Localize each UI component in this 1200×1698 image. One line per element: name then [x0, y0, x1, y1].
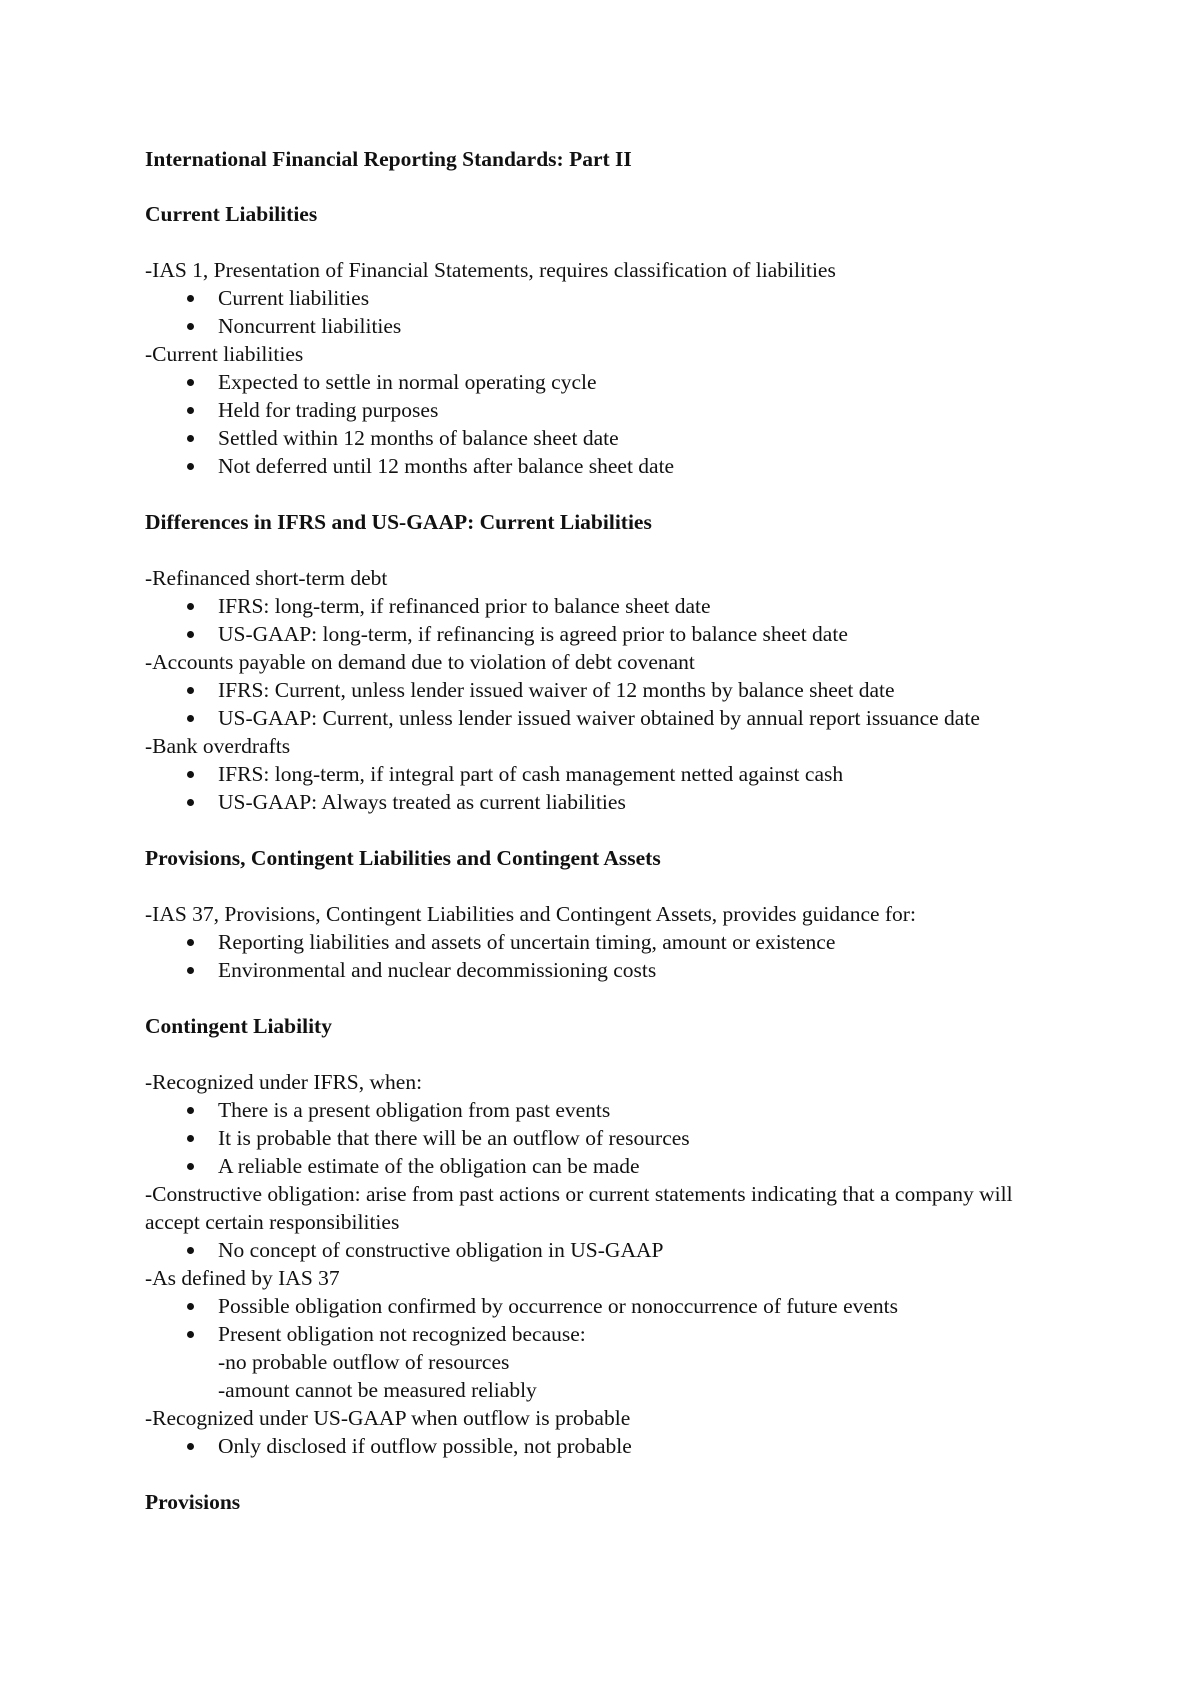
paragraph: -Constructive obligation: arise from past actions or current statements indicating that a company will accept certain responsibilities: [145, 1182, 1013, 1234]
bullet-item: [145, 704, 1045, 732]
bullet-list: [145, 928, 1045, 984]
bullet-item: [145, 760, 1045, 788]
section: [145, 1012, 1045, 1460]
document-body: [145, 145, 1045, 1544]
bullet-text: Noncurrent liabilities: [218, 314, 402, 338]
bullet-text: Present obligation not recognized because:: [218, 1322, 586, 1346]
bullet-item: [145, 1236, 1045, 1264]
bullet-text: IFRS: long-term, if integral part of cash management netted against cash: [218, 762, 844, 786]
bullet-item: [145, 1096, 1045, 1124]
bullet-item: [145, 956, 1045, 984]
bullet-item: [145, 424, 1045, 452]
bullet-text: Held for trading purposes: [218, 398, 439, 422]
sub-line: -amount cannot be measured reliably: [218, 1378, 537, 1402]
bullet-text: Possible obligation confirmed by occurrence or nonoccurrence of future events: [218, 1294, 898, 1318]
section: [145, 200, 1045, 480]
bullet-item: [145, 676, 1045, 704]
section-heading: Current Liabilities: [145, 202, 318, 226]
bullet-item: [145, 1320, 1045, 1404]
bullet-text: Environmental and nuclear decommissioning costs: [218, 958, 657, 982]
bullet-list: [145, 760, 1045, 816]
paragraph: -Current liabilities: [145, 342, 304, 366]
section-heading: Provisions: [145, 1490, 241, 1514]
bullet-list: [145, 1096, 1045, 1180]
paragraph: -IAS 1, Presentation of Financial Statements, requires classification of liabilities: [145, 258, 836, 282]
bullet-item: [145, 396, 1045, 424]
paragraph: -IAS 37, Provisions, Contingent Liabilities and Contingent Assets, provides guidance for:: [145, 902, 916, 926]
bullet-text: No concept of constructive obligation in US-GAAP: [218, 1238, 664, 1262]
bullet-list: [145, 1432, 1045, 1460]
paragraph: -Bank overdrafts: [145, 734, 291, 758]
bullet-list: [145, 1292, 1045, 1404]
bullet-item: [145, 1152, 1045, 1180]
bullet-item: [145, 928, 1045, 956]
bullet-item: [145, 620, 1045, 648]
bullet-text: There is a present obligation from past events: [218, 1098, 611, 1122]
paragraph: -As defined by IAS 37: [145, 1266, 340, 1290]
bullet-text: Expected to settle in normal operating cycle: [218, 370, 597, 394]
bullet-text: IFRS: Current, unless lender issued waiver of 12 months by balance sheet date: [218, 678, 895, 702]
section: [145, 1488, 1045, 1516]
bullet-list: [145, 592, 1045, 648]
bullet-text: Reporting liabilities and assets of uncertain timing, amount or existence: [218, 930, 836, 954]
sub-line: -no probable outflow of resources: [218, 1350, 510, 1374]
bullet-text: Not deferred until 12 months after balance sheet date: [218, 454, 675, 478]
bullet-item: [145, 788, 1045, 816]
paragraph: -Accounts payable on demand due to violation of debt covenant: [145, 650, 695, 674]
bullet-item: [145, 284, 1045, 312]
bullet-list: [145, 284, 1045, 340]
bullet-text: It is probable that there will be an outflow of resources: [218, 1126, 690, 1150]
paragraph: -Recognized under US-GAAP when outflow is probable: [145, 1406, 631, 1430]
bullet-text: Current liabilities: [218, 286, 370, 310]
bullet-text: US-GAAP: long-term, if refinancing is agreed prior to balance sheet date: [218, 622, 848, 646]
section: [145, 844, 1045, 984]
bullet-item: [145, 1124, 1045, 1152]
bullet-text: A reliable estimate of the obligation can be made: [218, 1154, 640, 1178]
bullet-list: [145, 368, 1045, 480]
bullet-text: US-GAAP: Current, unless lender issued waiver obtained by annual report issuance date: [218, 706, 980, 730]
bullet-item: [145, 368, 1045, 396]
bullet-list: [145, 1236, 1045, 1264]
bullet-text: Settled within 12 months of balance sheet date: [218, 426, 619, 450]
bullet-item: [145, 1432, 1045, 1460]
section: [145, 508, 1045, 816]
bullet-text: Only disclosed if outflow possible, not probable: [218, 1434, 632, 1458]
paragraph: -Recognized under IFRS, when:: [145, 1070, 423, 1094]
section-heading: Contingent Liability: [145, 1014, 332, 1038]
bullet-list: [145, 676, 1045, 732]
section-heading: Provisions, Contingent Liabilities and Contingent Assets: [145, 846, 661, 870]
bullet-text: IFRS: long-term, if refinanced prior to balance sheet date: [218, 594, 711, 618]
bullet-item: [145, 1292, 1045, 1320]
bullet-item: [145, 592, 1045, 620]
bullet-item: [145, 312, 1045, 340]
paragraph: -Refinanced short-term debt: [145, 566, 388, 590]
section-heading: Differences in IFRS and US-GAAP: Current Liabilities: [145, 510, 652, 534]
document-title: International Financial Reporting Standards: Part II: [145, 147, 632, 171]
bullet-item: [145, 452, 1045, 480]
bullet-text: US-GAAP: Always treated as current liabilities: [218, 790, 626, 814]
